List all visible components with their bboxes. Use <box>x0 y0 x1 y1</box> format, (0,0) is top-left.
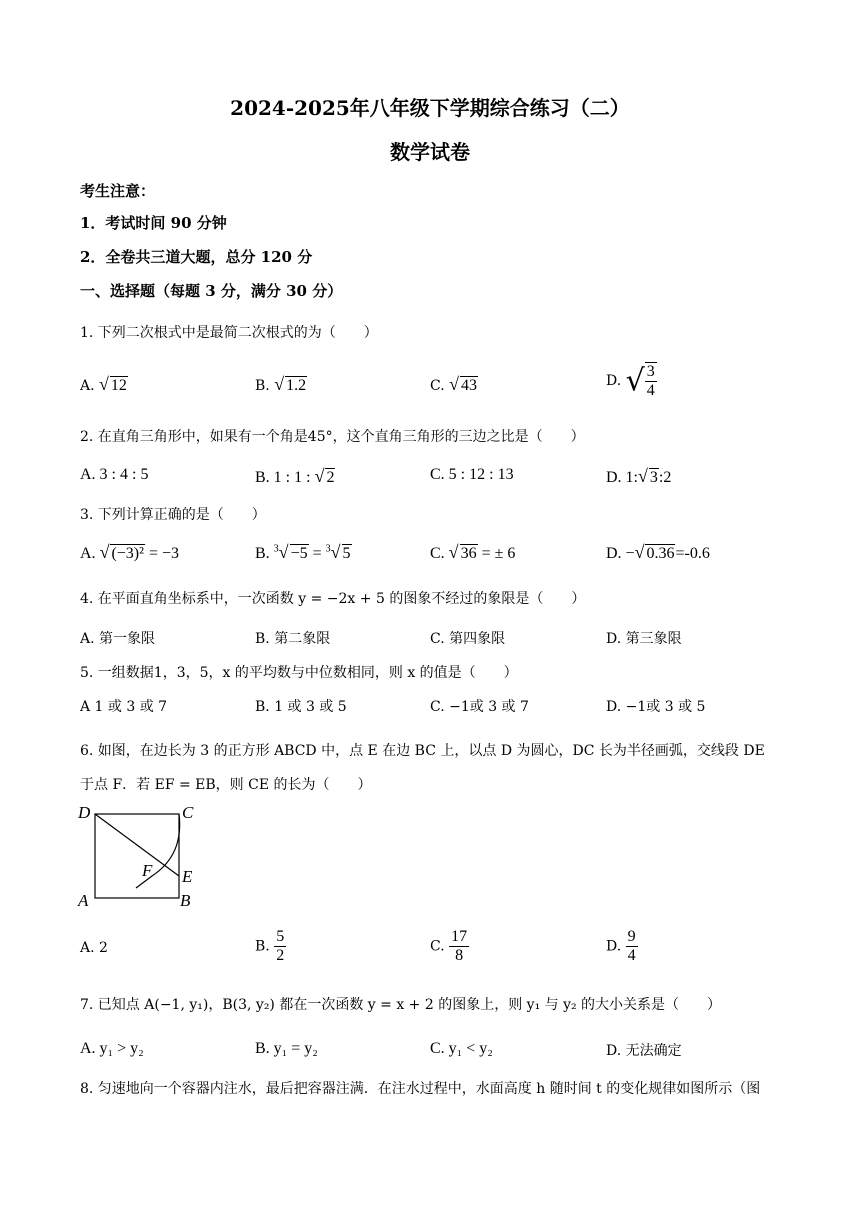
square-abcd-figure <box>76 800 206 912</box>
q5-option-b: B. 1 或 3 或 5 <box>255 699 347 715</box>
q4-option-a: A. 第一象限 <box>80 631 156 647</box>
label-f: F <box>142 861 153 880</box>
segment-de <box>95 814 179 876</box>
q2-option-d: D. 1:√ 3:2 <box>606 466 672 486</box>
q7-option-d: D. 无法确定 <box>606 1043 682 1059</box>
q7-option-b: B. y₁ = y₂ <box>255 1040 318 1057</box>
question-2-stem: 2. 在直角三角形中，如果有一个角是45°，这个直角三角形的三边之比是（ ） <box>80 429 585 445</box>
square-outline <box>95 814 179 898</box>
q3-option-c: C. √ 36 = ± 6 <box>430 542 516 562</box>
notice-heading: 考生注意： <box>80 182 156 200</box>
q2-option-c: C. 5 : 12 : 13 <box>430 466 514 483</box>
label-a: A <box>78 891 89 910</box>
label-e: E <box>182 867 193 886</box>
notice-item-2: 2．全卷共三道大题，总分 120 分 <box>80 248 313 266</box>
q3-option-b: B. $^3$√ −5 = $^3$√ 5 <box>255 542 351 562</box>
q6-option-d: D. $\frac{9}{4}$ <box>606 928 636 964</box>
question-1-stem: 1. 下列二次根式中是最简二次根式的为（ ） <box>80 325 378 341</box>
q3-option-a: A. √ (−3)² = −3 <box>80 542 179 562</box>
page-subtitle: 数学试卷 <box>390 140 470 164</box>
question-7-stem: 7. 已知点 A(−1, y₁)，B(3, y₂) 都在一次函数 y = x + 2 的图象上，则 y₁ 与 y₂ 的大小关系是（ ） <box>80 997 722 1013</box>
q6-option-c: C. $\frac{17}{8}$ <box>430 928 468 964</box>
q2-option-a: A. 3 : 4 : 5 <box>80 466 149 483</box>
question-8-stem: 8. 匀速地向一个容器内注水，最后把容器注满．在注水过程中，水面高度 h 随时间 t 的变化规律如图所示（图 <box>80 1081 761 1097</box>
q7-option-c: C. y₁ < y₂ <box>430 1040 493 1057</box>
notice-item-1: 1．考试时间 90 分钟 <box>80 214 227 232</box>
q4-option-b: B. 第二象限 <box>255 631 331 647</box>
q7-option-a: A. y₁ > y₂ <box>80 1040 144 1057</box>
q1-option-d: D. √ $\frac{3}{4}$ <box>606 363 655 399</box>
question-5-stem: 5. 一组数据1，3，5，x 的平均数与中位数相同，则 x 的值是（ ） <box>80 665 518 681</box>
q1-option-c: C. √ 43 <box>430 374 478 394</box>
q6-option-a: A. 2 <box>80 940 108 956</box>
q5-option-c: C. −1或 3 或 7 <box>430 699 529 715</box>
section-heading: 一、选择题（每题 3 分，满分 30 分） <box>80 282 343 300</box>
q4-option-d: D. 第三象限 <box>606 631 682 647</box>
q4-option-c: C. 第四象限 <box>430 631 506 647</box>
label-d: D <box>78 803 91 822</box>
label-b: B <box>180 891 191 910</box>
q1-option-a: A. √ 12 <box>80 374 127 394</box>
question-3-stem: 3. 下列计算正确的是（ ） <box>80 507 266 523</box>
q3-option-d: D. −√ 0.36=-0.6 <box>606 542 710 562</box>
q6-option-b: B. $\frac{5}{2}$ <box>255 928 285 964</box>
q5-option-a: A 1 或 3 或 7 <box>80 699 168 715</box>
label-c: C <box>182 803 194 822</box>
question-6-stem-line-2: 于点 F．若 EF = EB，则 CE 的长为（ ） <box>80 777 372 793</box>
q2-option-b: B. 1 : 1 : √ 2 <box>255 466 335 486</box>
q1-option-b: B. √ 1.2 <box>255 374 307 394</box>
question-6-stem-line-1: 6. 如图，在边长为 3 的正方形 ABCD 中，点 E 在边 BC 上，以点 D 为圆心，DC 长为半径画弧，交线段 DE <box>80 743 765 759</box>
q5-option-d: D. −1或 3 或 5 <box>606 699 706 715</box>
question-4-stem: 4. 在平面直角坐标系中，一次函数 y = −2x + 5 的图象不经过的象限是（ ） <box>80 591 586 607</box>
page-title: 2024-2025年八年级下学期综合练习（二） <box>230 96 630 120</box>
